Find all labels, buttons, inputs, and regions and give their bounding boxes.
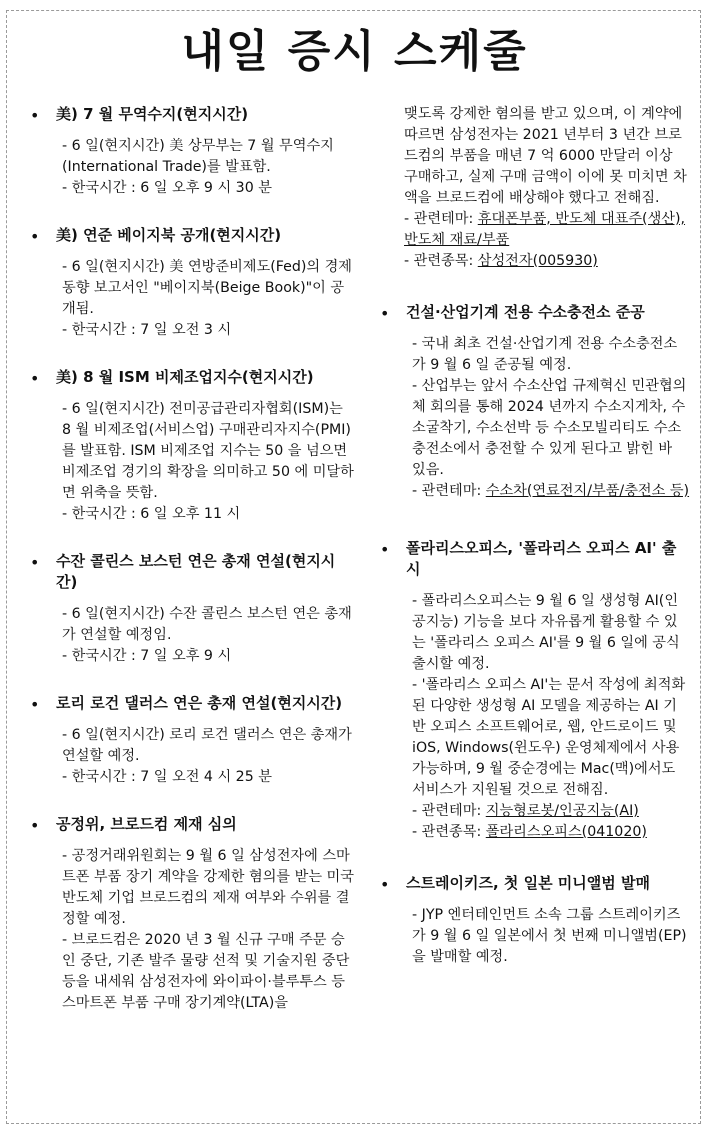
item-heading: 스트레이키즈, 첫 일본 미니앨범 발매 <box>406 874 650 892</box>
item-heading: 美) 8 월 ISM 비제조업지수(현지시간) <box>56 368 314 386</box>
related-theme-label: - 관련테마: <box>404 211 478 227</box>
item-heading: 폴라리스오피스, '폴라리스 오피스 AI' 출시 <box>406 539 677 578</box>
item-heading: 건설·산업기계 전용 수소충전소 준공 <box>406 303 645 321</box>
page-title: 내일 증시 스케줄 <box>181 26 528 77</box>
item-line: - JYP 엔터테인먼트 소속 그룹 스트레이키즈가 9 월 6 일 일본에서 첫 번째 미니앨범(EP)을 발매할 예정. <box>412 907 687 965</box>
item-line: - 6 일(현지시간) 로리 로건 댈러스 연은 총재가 연설할 예정. <box>62 727 352 764</box>
related-stock-link[interactable]: 삼성전자(005930) <box>477 253 598 269</box>
item-line: - 한국시간 : 7 일 오후 9 시 <box>62 648 232 664</box>
schedule-item-continued <box>374 104 690 272</box>
related-stock <box>404 251 690 272</box>
item-line: - '폴라리스 오피스 AI'는 문서 작성에 최적화된 다양한 생성형 AI 모델을 제공하는 AI 기반 오피스 소프트웨어로, 웹, 안드로이드 및 iOS, Windows(윈도우) 운영체제에서 사용 가능하며, 9 월 중순경에는 Mac(맥)에서도 서비스가 지원될 것으로 전해짐. <box>412 677 686 798</box>
item-line: - 국내 최초 건설·산업기계 전용 수소충전소가 9 월 6 일 준공될 예정. <box>412 336 678 373</box>
item-line: - 산업부는 앞서 수소산업 규제혁신 민관협의체 회의를 통해 2024 년까지 수소지게차, 수소굴착기, 수소선박 등 수소모빌리티도 수소충전소에서 충전할 수 있게 된다고 밝힌 바 있음. <box>412 378 687 478</box>
item-line: - 한국시간 : 6 일 오후 11 시 <box>62 506 241 522</box>
related-theme <box>412 481 690 502</box>
item-line: 맺도록 강제한 혐의를 받고 있으며, 이 계약에 따르면 삼성전자는 2021 년부터 3 년간 브로드컴의 부품을 매년 7 억 6000 만달러 이상 구매하고, 실제 구매 금액이 이에 못 미치면 차액을 브로드컴에 배상해야 했다고 전해짐. <box>404 106 687 206</box>
item-heading: 수잔 콜린스 보스턴 연은 총재 연설(현지시간) <box>56 552 336 591</box>
bullet-icon: • <box>380 304 390 323</box>
bullet-icon: • <box>30 106 40 125</box>
related-theme-link[interactable]: 수소차(연료전지/부품/충전소 등) <box>485 483 690 499</box>
bullet-icon: • <box>30 816 40 835</box>
item-line: - 6 일(현지시간) 美 상무부는 7 월 무역수지(International Trade)를 발표함. <box>62 138 334 175</box>
item-heading: 美) 연준 베이지북 공개(현지시간) <box>56 226 282 244</box>
bullet-icon: • <box>30 227 40 246</box>
schedule-item <box>374 538 690 843</box>
left-column <box>24 104 356 1040</box>
item-line: - 브로드컴은 2020 년 3 월 신규 구매 주문 승인 중단, 기존 발주 물량 선적 및 기술지원 중단 등을 내세워 삼성전자에 와이파이·블루투스 등 스마트폰 부품 구매 장기계약(LTA)을 <box>62 932 350 1011</box>
item-line: - 6 일(현지시간) 수잔 콜린스 보스턴 연은 총재가 연설할 예정임. <box>62 606 352 643</box>
related-theme <box>404 209 690 251</box>
schedule-item <box>24 551 356 667</box>
related-stock <box>412 822 690 843</box>
bullet-icon: • <box>380 875 390 894</box>
related-theme-link[interactable]: 지능형로봇/인공지능(AI) <box>485 803 639 819</box>
bullet-icon: • <box>380 540 390 559</box>
related-theme-label: - 관련테마: <box>412 483 486 499</box>
item-line: - 한국시간 : 7 일 오전 4 시 25 분 <box>62 769 272 785</box>
related-stock-label: - 관련종목: <box>412 824 486 840</box>
right-column <box>374 104 690 994</box>
item-line: - 한국시간 : 7 일 오전 3 시 <box>62 322 232 338</box>
item-heading: 로리 로건 댈러스 연은 총재 연설(현지시간) <box>56 694 343 712</box>
item-line: - 한국시간 : 6 일 오후 9 시 30 분 <box>62 180 272 196</box>
bullet-icon: • <box>30 369 40 388</box>
related-theme <box>412 801 690 822</box>
item-line: - 공정거래위원회는 9 월 6 일 삼성전자에 스마트폰 부품 장기 계약을 강제한 혐의를 받는 미국 반도체 기업 브로드컴의 제재 여부와 수위를 결정할 예정. <box>62 848 354 927</box>
related-theme-label: - 관련테마: <box>412 803 486 819</box>
schedule-item <box>374 873 690 968</box>
bullet-icon: • <box>30 553 40 572</box>
item-heading: 공정위, 브로드컴 제재 심의 <box>56 815 237 833</box>
item-line: - 6 일(현지시간) 전미공급관리자협회(ISM)는 8 월 비제조업(서비스업) 구매관리자지수(PMI)를 발표함. ISM 비제조업 지수는 50 을 넘으면 비제조업 경기의 확장을 의미하고 50 에 미달하면 위축을 뜻함. <box>62 401 354 501</box>
schedule-item <box>24 225 356 341</box>
bullet-icon: • <box>30 695 40 714</box>
item-heading: 美) 7 월 무역수지(현지시간) <box>56 105 249 123</box>
schedule-item <box>24 693 356 788</box>
related-theme-link[interactable]: 휴대폰부품, 반도체 대표주(생산), 반도체 재료/부품 <box>404 211 686 248</box>
item-line: - 폴라리스오피스는 9 월 6 일 생성형 AI(인공지능) 기능을 보다 자유롭게 활용할 수 있는 '폴라리스 오피스 AI'를 9 월 6 일에 공식 출시할 예정. <box>412 593 680 672</box>
related-stock-label: - 관련종목: <box>404 253 478 269</box>
related-stock-link[interactable]: 폴라리스오피스(041020) <box>485 824 647 840</box>
schedule-item <box>24 814 356 1014</box>
schedule-item <box>374 302 690 502</box>
item-line: - 6 일(현지시간) 美 연방준비제도(Fed)의 경제동향 보고서인 "베이지북(Beige Book)"이 공개됨. <box>62 259 353 317</box>
schedule-item <box>24 104 356 199</box>
schedule-item <box>24 367 356 525</box>
